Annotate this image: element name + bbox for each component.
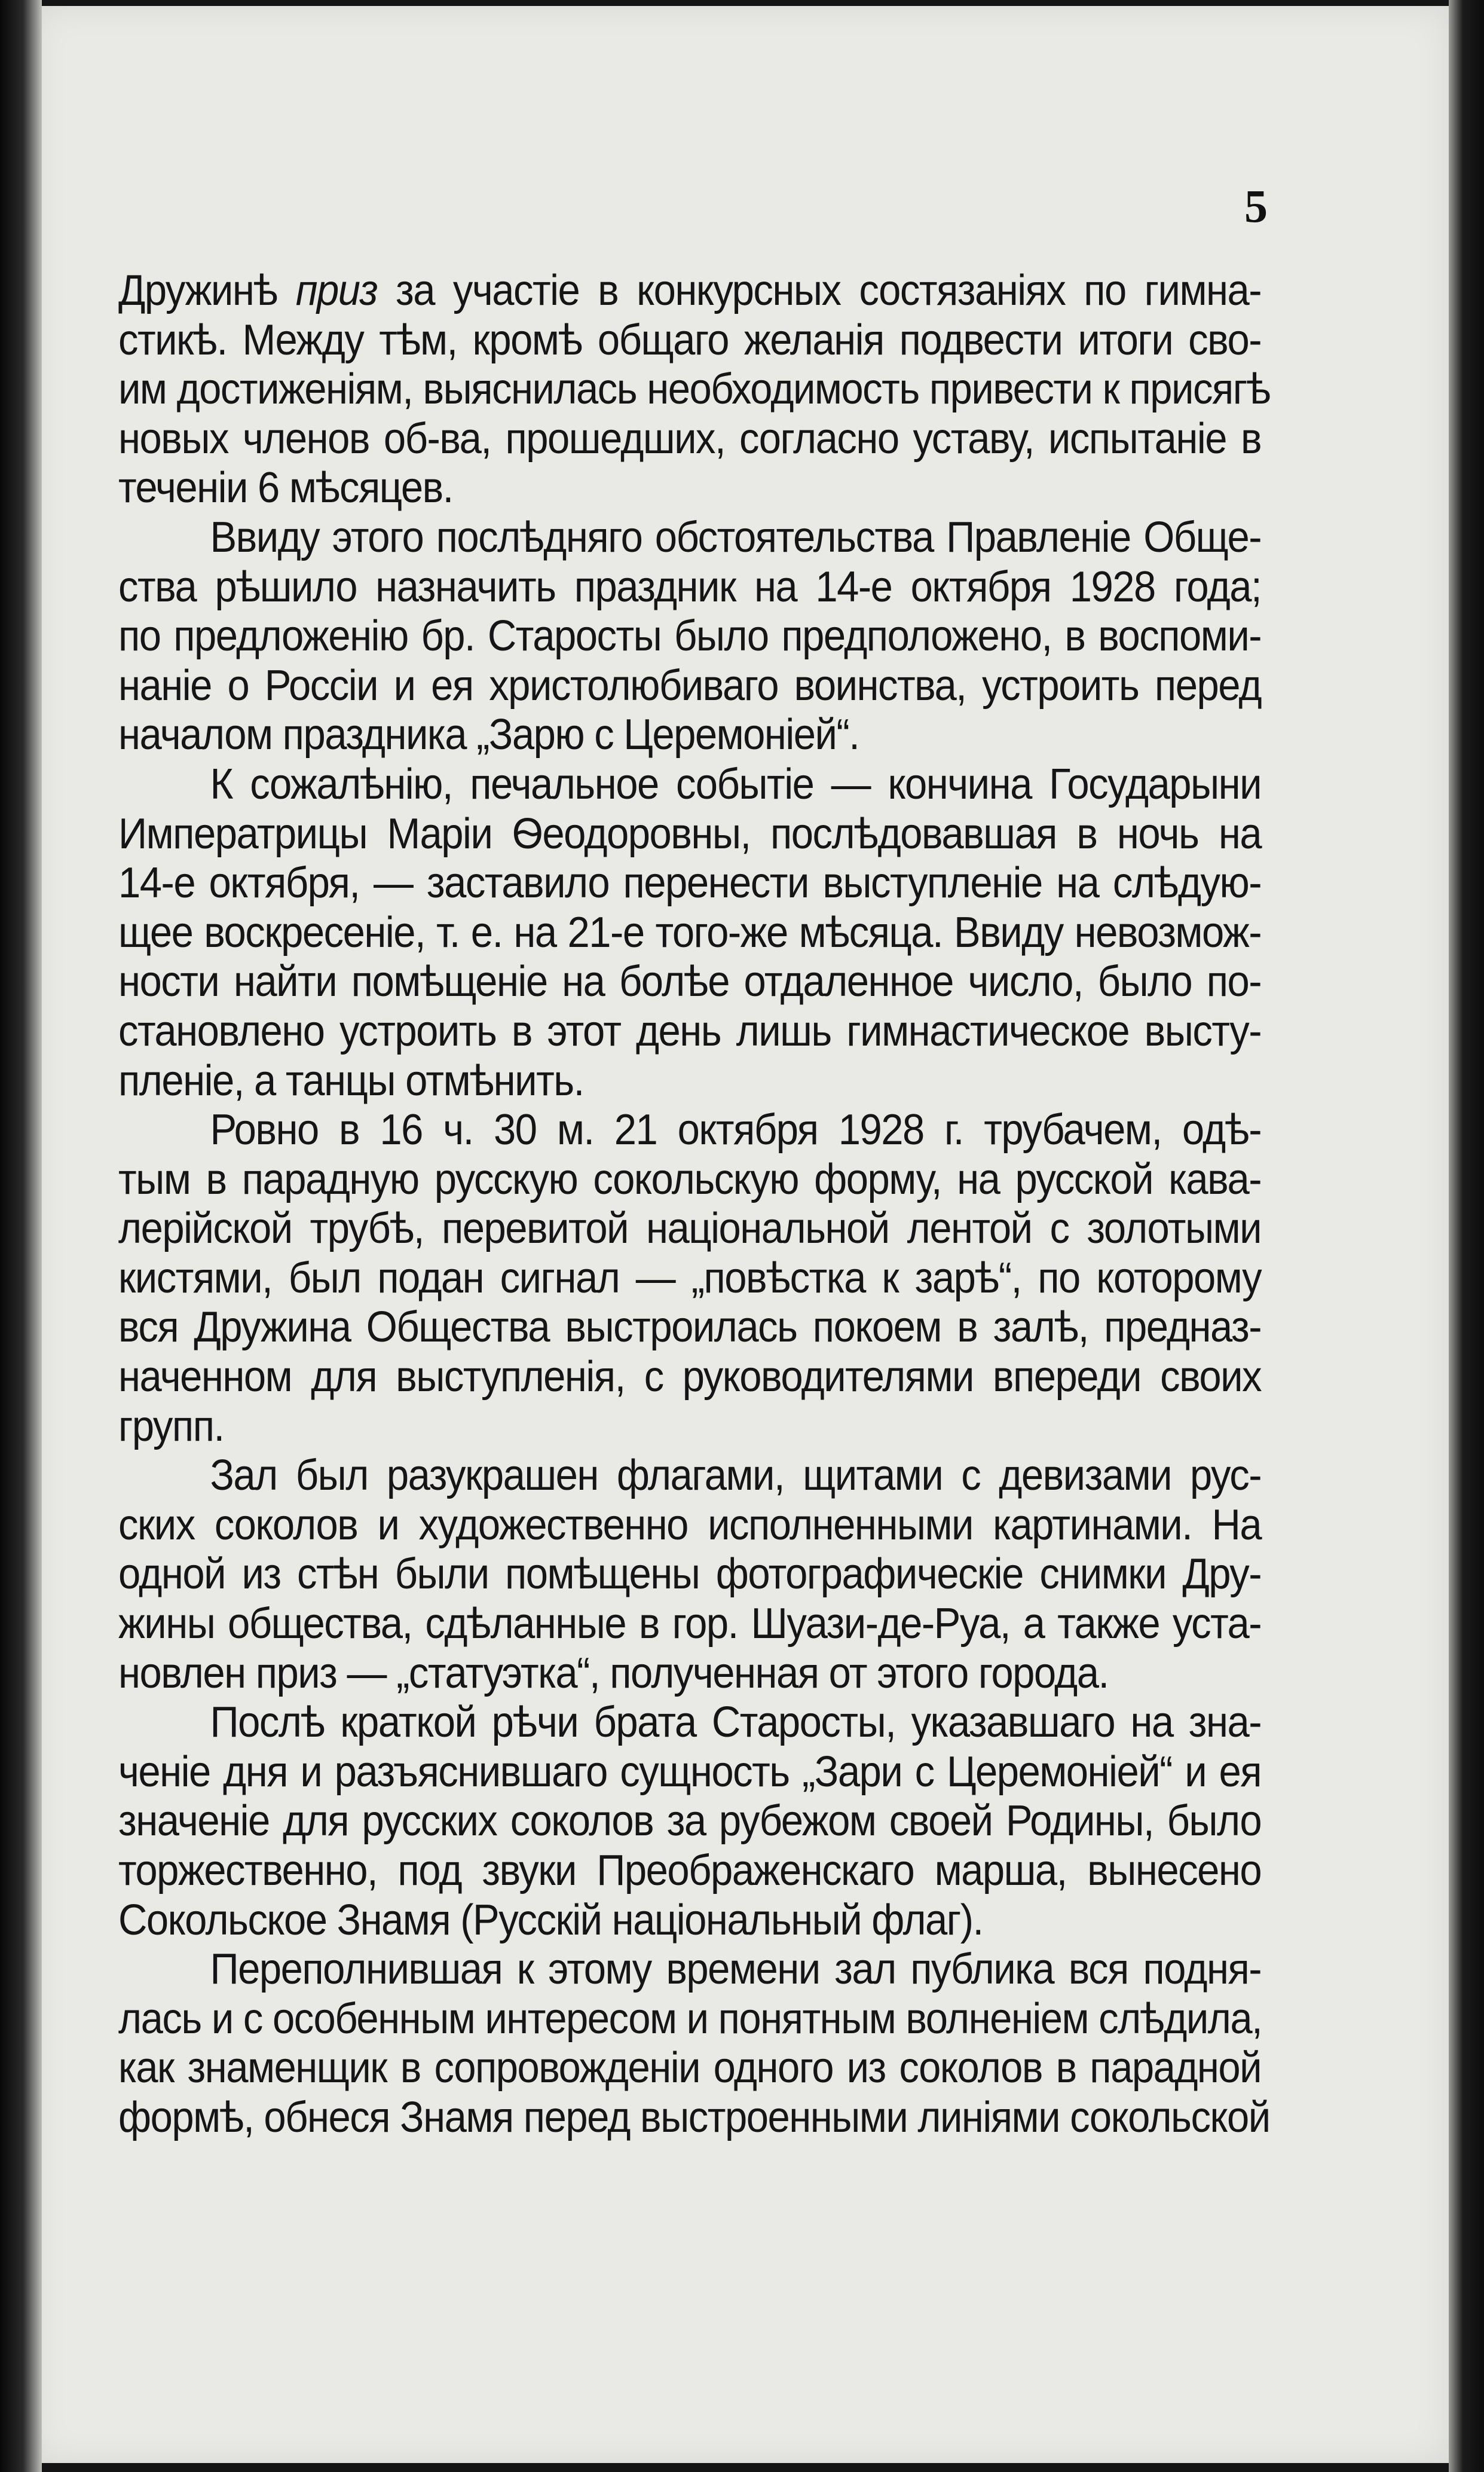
text-line: 14-е октября, — заставило перенести выступленіе на слѣдую- [118, 859, 1262, 907]
paragraph [118, 1945, 1270, 2142]
text-line: ских соколов и художественно исполненными картинами. На [118, 1501, 1262, 1549]
text-line: Зал был разукрашен флагами, щитами с девизами рус- [210, 1452, 1262, 1500]
text-line: Сокольское Знамя (Русскій національный флаг). [118, 1896, 983, 1944]
paragraph [118, 760, 1262, 1105]
text-line: тым в парадную русскую сокольскую форму, на русской кава- [118, 1155, 1262, 1203]
text-line: теченіи 6 мѣсяцев. [118, 464, 453, 512]
text-line: наніе о Россіи и ея христолюбиваго воинства, устроить перед [118, 661, 1262, 710]
text-line: групп. [118, 1402, 224, 1450]
text-line: Переполнившая к этому времени зал публика вся подня- [210, 1945, 1262, 1994]
page-right-edge [1449, 0, 1484, 2472]
text-line: Императрицы Маріи Ѳеодоровны, послѣдовавшая в ночь на [118, 809, 1262, 858]
paragraph [118, 1105, 1262, 1451]
text-line: ности найти помѣщеніе на болѣе отдаленное число, было по- [118, 958, 1262, 1006]
text-line: Послѣ краткой рѣчи брата Старосты, указавшаго на зна- [210, 1698, 1262, 1747]
italic-word: приз [295, 267, 378, 314]
text-line: формѣ, обнеся Знамя перед выстроенными линіями сокольской [118, 2093, 1270, 2141]
book-spine-shadow [0, 0, 42, 2472]
text-line: становлено устроить в этот день лишь гимнастическое высту- [118, 1007, 1262, 1055]
text-line: ченіе дня и разъяснившаго сущность „Зари с Церемоніей“ и ея [118, 1747, 1262, 1796]
paragraph [118, 1698, 1262, 1945]
text-line: началом праздника „Зарю с Церемоніей“. [118, 711, 859, 759]
paragraph [118, 513, 1262, 760]
text-line: значеніе для русских соколов за рубежом своей Родины, было [118, 1797, 1262, 1845]
text-line: Дружинѣ приз за участіе в конкурсных состязаніях по гимна- [118, 267, 1262, 314]
text-line: как знаменщик в сопровожденіи одного из соколов в парадной [118, 2044, 1262, 2092]
text-line: щее воскресеніе, т. е. на 21-е того-же мѣсяца. Ввиду невозмож- [118, 908, 1262, 957]
text-line: одной из стѣн были помѣщены фотографическіе снимки Дру- [118, 1550, 1262, 1599]
text-line: вся Дружина Общества выстроилась покоем в залѣ, предназ- [118, 1303, 1262, 1352]
text-line: новлен приз — „статуэтка“, полученная от этого города. [118, 1649, 1109, 1697]
text-line: К сожалѣнію, печальное событіе — кончина Государыни [210, 760, 1262, 808]
text-line: Ввиду этого послѣдняго обстоятельства Правленіе Обще- [210, 513, 1262, 561]
text-line: наченном для выступленія, с руководителями впереди своих [118, 1353, 1262, 1401]
text-line: стикѣ. Между тѣм, кромѣ общаго желанія подвести итоги сво- [118, 316, 1262, 364]
text-line: Ровно в 16 ч. 30 м. 21 октября 1928 г. трубачем, одѣ- [210, 1106, 1262, 1154]
text-line: по предложенію бр. Старосты было предположено, в воспоми- [118, 612, 1262, 661]
text-line: пленіе, а танцы отмѣнить. [118, 1056, 584, 1105]
text-line: лась и с особенным интересом и понятным волненіем слѣдила, [118, 1994, 1262, 2043]
text-line: ства рѣшило назначить праздник на 14-е октября 1928 года; [118, 563, 1262, 611]
text-line: лерійской трубѣ, перевитой національной лентой с золотыми [118, 1205, 1262, 1253]
body-text [118, 266, 1271, 2143]
text-line: кистями, был подан сигнал — „повѣстка к зарѣ“, по которому [118, 1254, 1262, 1302]
text-line: новых членов об-ва, прошедших, согласно уставу, испытаніе в [118, 414, 1262, 463]
text-line: жины общества, сдѣланные в гор. Шуази-де-Руа, а также уста- [118, 1600, 1262, 1648]
paragraph [118, 1451, 1262, 1698]
text-line: им достиженіям, выяснилась необходимость привести к присягѣ [118, 365, 1271, 414]
page-number: 5 [1244, 180, 1268, 232]
text-line: торжественно, под звуки Преображенскаго марша, вынесено [118, 1847, 1262, 1895]
paragraph [118, 266, 1271, 513]
